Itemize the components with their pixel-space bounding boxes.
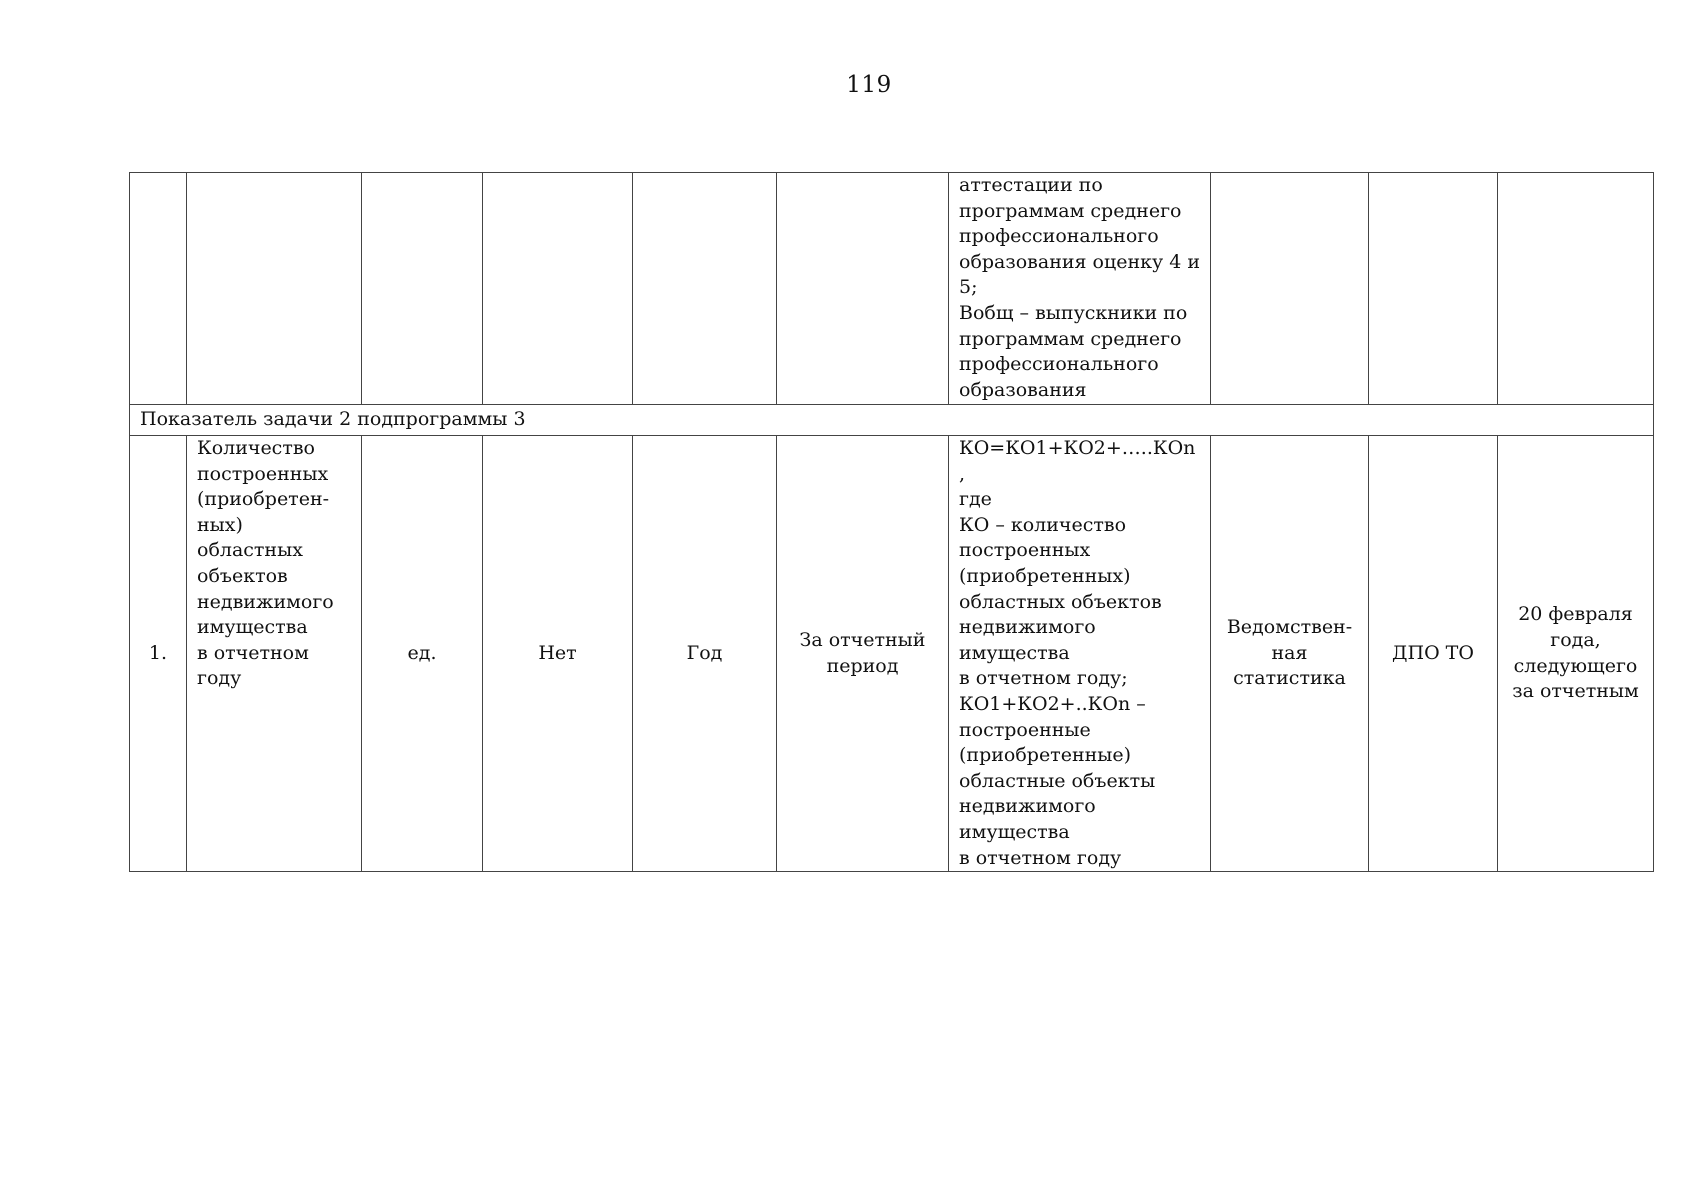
cell-empty [633,173,777,405]
unit-cell: ед. [362,436,483,872]
formula-cell: КО=КО1+КО2+…..КОn, где КО – количество построенных (приобретенных) областных объектов недвижимого имущества в отчетном году; КО1+КО2+..КОn – построенные (приобретенные) областные объекты недвижимого имущества в отчетном году [949,436,1211,872]
continuation-row [130,173,1654,405]
indicator-name: Количество построенных (приобретен- ных) областных объектов недвижимого имущества в отчетном году [187,436,362,872]
responsible-cell: ДПО ТО [1369,436,1498,872]
col4-cell: Нет [483,436,633,872]
cell-empty [777,173,949,405]
cell-empty [1369,173,1498,405]
section-header-row [130,405,1654,436]
cell-empty [130,173,187,405]
page-number: 119 [846,72,892,98]
source-cell: Ведомствен- ная статистика [1211,436,1369,872]
periodicity-cell: Год [633,436,777,872]
deadline-cell: 20 февраля года, следующего за отчетным [1498,436,1654,872]
section-header: Показатель задачи 2 подпрограммы 3 [130,405,1654,436]
indicator-table [129,172,1654,872]
cell-empty [1498,173,1654,405]
cell-empty [187,173,362,405]
cell-empty [1211,173,1369,405]
period-cell: За отчетный период [777,436,949,872]
cell-empty [483,173,633,405]
row-number: 1. [130,436,187,872]
cell-empty [362,173,483,405]
table-row [130,436,1654,872]
continuation-formula-cell: аттестации по программам среднего профессионального образования оценку 4 и 5; Вобщ – выпускники по программам среднего профессионального образования [949,173,1211,405]
